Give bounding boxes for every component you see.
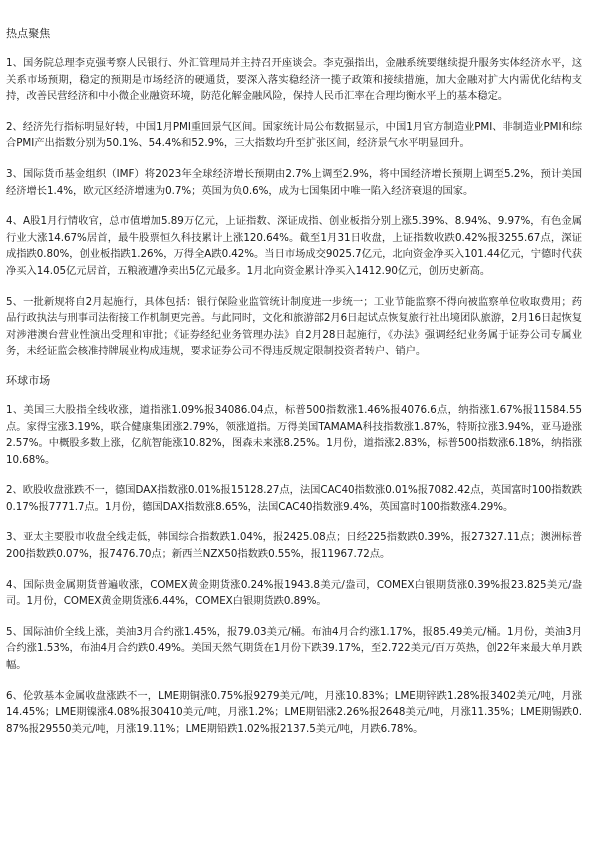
paragraph: 4、国际贵金属期货普遍收涨，COMEX黄金期货涨0.24%报1943.8美元/盎司，COMEX白银期货涨0.39%报23.825美元/盎司。1月份，COMEX黄金期货涨6.44%，COMEX白银期货跌0.89%。 xyxy=(6,578,582,608)
paragraph: 3、国际货币基金组织（IMF）将2023年全球经济增长预期由2.7%上调至2.9%，将中国经济增长预期上调至5.2%，预计美国经济增长1.4%，欧元区经济增速为0.7%；英国为负0.6%，成为七国集团中唯一陷入经济衰退的国家。 xyxy=(6,167,582,197)
paragraph: 6、伦敦基本金属收盘涨跌不一，LME期铜涨0.75%报9279美元/吨，月涨10.83%；LME期锌跌1.28%报3402美元/吨，月涨14.45%；LME期镍涨4.08%报30410美元/吨，月涨1.2%；LME期铝涨2.26%报2648美元/吨，月涨11.35%；LME期锡跌0.87%报29550美元/吨，月涨19.11%；LME期铅跌1.02%报2137.5美元/吨，月跌6.78%。 xyxy=(6,689,582,735)
paragraph: 2、欧股收盘涨跌不一，德国DAX指数涨0.01%报15128.27点，法国CAC40指数涨0.01%报7082.42点，英国富时100指数跌0.17%报7771.7点。1月份，德国DAX指数涨8.65%，法国CAC40指数涨9.4%，英国富时100指数涨4.29%。 xyxy=(6,484,582,513)
paragraph: 1、国务院总理李克强考察人民银行、外汇管理局并主持召开座谈会。李克强指出，金融系统要继续提升服务实体经济水平，这关系市场预期，稳定的预期是市场经济的硬通货，要深入落实稳经济一揽子政策和接续措施，加大金融对扩大内需优化结构支持，改善民营经济和中小微企业融资环境，防范化解金融风险，保持人民币汇率在合理均衡水平上的基本稳定。 xyxy=(6,57,582,103)
paragraph: 4、A股1月行情收官，总市值增加5.89万亿元，上证指数、深证成指、创业板指分别上涨5.39%、8.94%、9.97%，有色金属行业大涨14.67%居首，最牛股票恒久科技累计上涨120.64%。截至1月31日收盘，上证指数收跌0.42%报3255.67点，深证成指跌0.80%，创业板指跌1.26%，万得全A跌0.42%。当日市场成交9025.7亿元，北向资金净买入101.44亿元，宁德时代获净买入14.05亿元居首，五粮液遭净卖出5亿元最多。1月北向资金累计净买入1412.90亿元，创历史新高。 xyxy=(6,215,582,277)
paragraph: 5、一批新规将自2月起施行，具体包括：银行保险业监管统计制度进一步统一；工业节能监察不得向被监察单位收取费用；药品行政执法与刑事司法衔接工作机制更完善。与此同时，文化和旅游部2月6日起试点恢复旅行社出境团队旅游，2月16日起恢复对涉港澳台营业性演出受理和审批；《证券经纪业务管理办法》自2月28日起施行，《办法》强调经纪业务属于证券公司专属业务，未经证监会核准持牌展业构成违规，要求证券公司不得违反规定限制投资者转户、销户。 xyxy=(6,295,582,358)
paragraph: 1、美国三大股指全线收涨，道指涨1.09%报34086.04点，标普500指数涨1.46%报4076.6点，纳指涨1.67%报11584.55点。家得宝涨3.19%，联合健康集团涨2.79%，领涨道指。万得美国TAMAMA科技指数涨1.87%，特斯拉涨3.94%，亚马逊涨2.57%。中概股多数上涨，亿航智能涨10.82%，图森未来涨8.25%。1月份，道指涨2.83%，标普500指数涨6.18%，纳指涨10.68%。 xyxy=(6,403,582,466)
section-global-markets xyxy=(6,374,582,738)
section-hot-focus xyxy=(6,27,582,360)
paragraph: 3、亚太主要股市收盘全线走低，韩国综合指数跌1.04%，报2425.08点；日经225指数跌0.39%，报27327.11点；澳洲标普200指数跌0.07%，报7476.70点；新西兰NZX50指数跌0.55%，报11967.72点。 xyxy=(6,531,582,561)
section-heading: 环球市场 xyxy=(6,373,51,387)
paragraph: 2、经济先行指标明显好转，中国1月PMI重回景气区间。国家统计局公布数据显示，中国1月官方制造业PMI、非制造业PMI和综合PMI产出指数分别为50.1%、54.4%和52.9%，三大指数均升至扩张区间，经济景气水平明显回升。 xyxy=(6,120,582,150)
section-heading: 热点聚焦 xyxy=(6,27,51,40)
paragraph: 5、国际油价全线上涨，美油3月合约涨1.45%，报79.03美元/桶。布油4月合约涨1.17%，报85.49美元/桶。1月份，美油3月合约涨1.53%，布油4月合约跌0.49%。美国天然气期货在1月份下跌39.17%，至2.722美元/百万英热，创22年来最大单月跌幅。 xyxy=(6,625,582,672)
